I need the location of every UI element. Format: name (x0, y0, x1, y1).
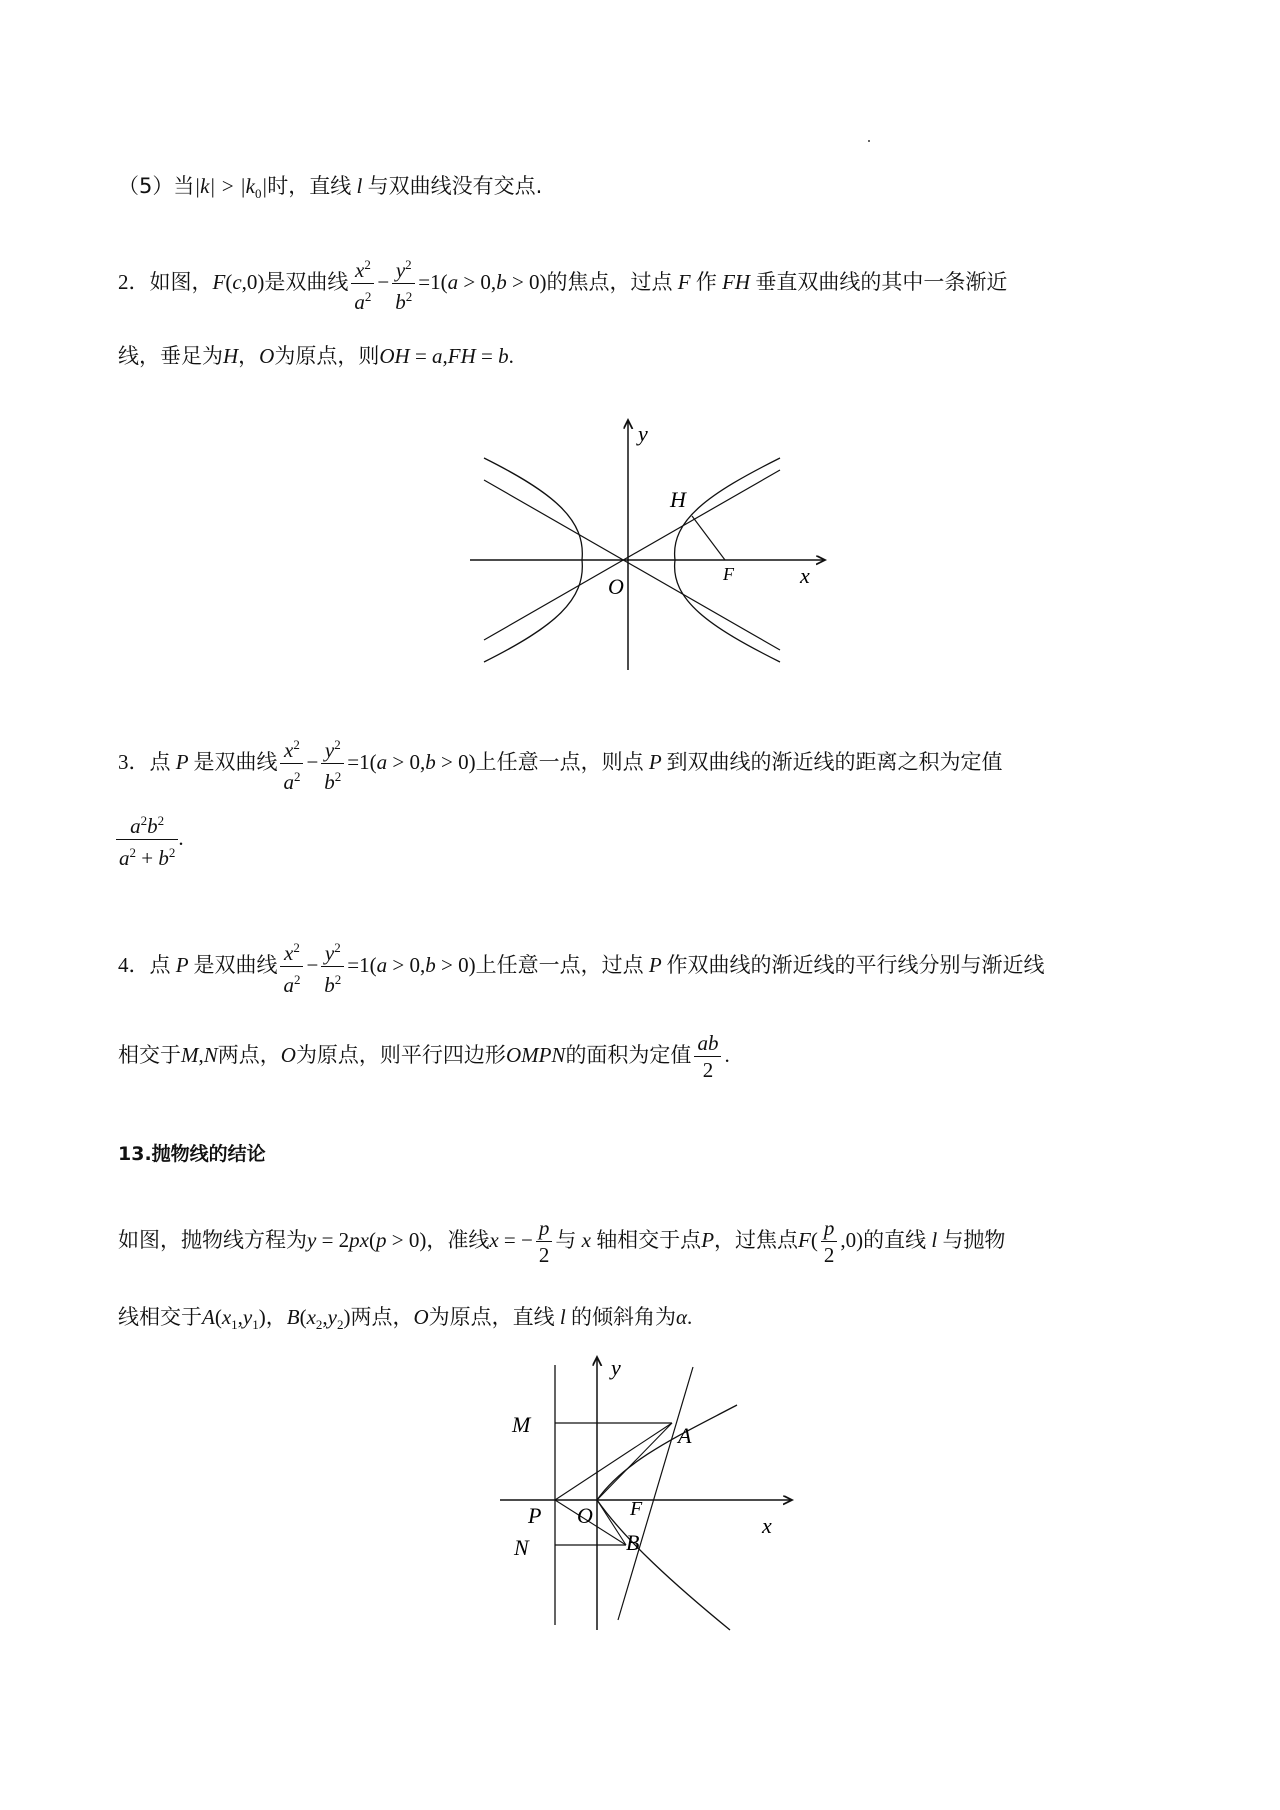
label-H: H (670, 487, 686, 512)
item-5: （5）当$|k| > |k_0|$时，直线 l 与双曲线没有交点. (118, 174, 543, 202)
line-l-AB (618, 1367, 693, 1620)
label-y: y (611, 1355, 621, 1380)
parabola-figure (500, 1345, 820, 1640)
label-B: B (626, 1530, 640, 1555)
label-M: M (512, 1412, 531, 1437)
segment-PA (555, 1423, 672, 1500)
segment-OA (597, 1423, 672, 1500)
label-x: x (800, 563, 810, 588)
item-4-line-2: 相交于M,N两点，O为原点，则平行四边形OMPN的面积为定值 $\frac{ab}{2}$ . (118, 1031, 730, 1082)
label-O: O (608, 574, 624, 599)
segment-OB (597, 1500, 626, 1545)
parabola-curve (597, 1405, 737, 1630)
section-heading: 13.抛物线的结论 (118, 1143, 266, 1165)
label-O: O (577, 1503, 593, 1528)
item-2-line-2: 线，垂足为H，O为原点，则OH = a,FH = b. (118, 344, 514, 368)
label-F: F (723, 564, 734, 584)
item-2-line-1: 2．如图，F(c,0)是双曲线 $\frac{x^2}{a^2}$ − $\frac{y^2}{b^2}$ =1(a > 0,b > 0)的焦点，过点 F 作 FH 垂直双曲线的其中一条渐近 (118, 252, 1007, 315)
para13-line-2: 线相交于$A(x_1,y_1)$，$B(x_2,y_2)$两点，O为原点，直线 l 的倾斜角为α. (118, 1305, 693, 1333)
para13-line-1: 如图，抛物线方程为y = 2px(p > 0)，准线x = − $\frac{p}{2}$ 与 x 轴相交于点P，过焦点F( $\frac{p}{2}$ ,0)的直线 l 与抛物 (118, 1216, 1006, 1267)
label-A: A (678, 1423, 692, 1448)
label-y: y (638, 421, 648, 446)
label-N: N (514, 1535, 529, 1560)
speck (868, 140, 870, 142)
item-3-line-2: $\frac{a^2b^2}{a^2 + b^2}$ . (116, 808, 184, 871)
label-x: x (762, 1513, 772, 1538)
label-F: F (630, 1498, 643, 1520)
asymptote-1 (484, 470, 780, 640)
perpendicular-FH (692, 516, 725, 560)
item-4-line-1: 4．点 P 是双曲线 $\frac{x^2}{a^2}$ − $\frac{y^2}{b^2}$ =1(a > 0,b > 0)上任意一点，过点 P 作双曲线的渐近线的平行线分别与渐近线 (118, 935, 1045, 998)
hyperbola-figure (470, 415, 840, 675)
label-P: P (528, 1503, 542, 1528)
item-3-line-1: 3．点 P 是双曲线 $\frac{x^2}{a^2}$ − $\frac{y^2}{b^2}$ =1(a > 0,b > 0)上任意一点，则点 P 到双曲线的渐近线的距离之积为定值 (118, 732, 1003, 795)
asymptote-2 (484, 480, 780, 650)
